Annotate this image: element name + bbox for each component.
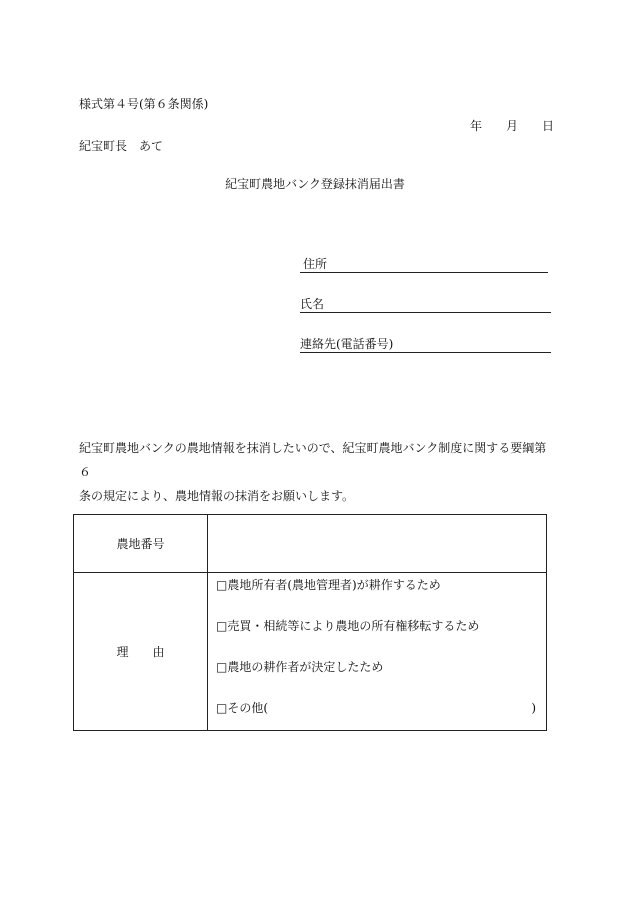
reason-row <box>74 573 547 731</box>
addressee: 紀宝町長 あて <box>79 139 164 153</box>
reason-checkbox-ownership-transfer[interactable]: □売買・相続等により農地の所有権移転するため <box>216 619 480 633</box>
contact-field[interactable] <box>300 337 551 353</box>
reason-options <box>208 573 547 731</box>
form-table <box>73 514 547 731</box>
reason-other-label: □その他( <box>216 701 269 715</box>
reason-other-close: ) <box>531 701 536 715</box>
reason-checkbox-cultivator-decided[interactable]: □農地の耕作者が決定したため <box>216 660 384 674</box>
date-month-label: 月 <box>506 119 519 133</box>
contact-label: 連絡先(電話番号) <box>300 337 394 351</box>
address-field[interactable] <box>300 257 548 273</box>
farmland-number-label: 農地番号 <box>74 515 208 573</box>
name-label: 氏名 <box>300 297 325 311</box>
body-line-2: 条の規定により、農地情報の抹消をお願いします。 <box>79 489 355 503</box>
date-line <box>470 120 554 132</box>
reason-checkbox-other[interactable] <box>216 700 546 724</box>
address-label: 住所 <box>303 257 328 271</box>
name-field[interactable] <box>300 297 551 313</box>
farmland-number-input[interactable] <box>208 515 547 573</box>
farmland-number-row <box>74 515 547 573</box>
document-title: 紀宝町農地バンク登録抹消届出書 <box>225 177 405 191</box>
form-number: 様式第４号(第６条関係) <box>79 97 209 111</box>
date-year-label: 年 <box>470 119 483 133</box>
reason-checkbox-owner-cultivation[interactable]: □農地所有者(農地管理者)が耕作するため <box>216 578 441 592</box>
date-day-label: 日 <box>542 119 555 133</box>
body-paragraph <box>79 436 554 508</box>
reason-label: 理 由 <box>74 573 208 731</box>
body-line-1: 紀宝町農地バンクの農地情報を抹消したいので、紀宝町農地バンク制度に関する要綱第 ６ <box>79 441 547 479</box>
